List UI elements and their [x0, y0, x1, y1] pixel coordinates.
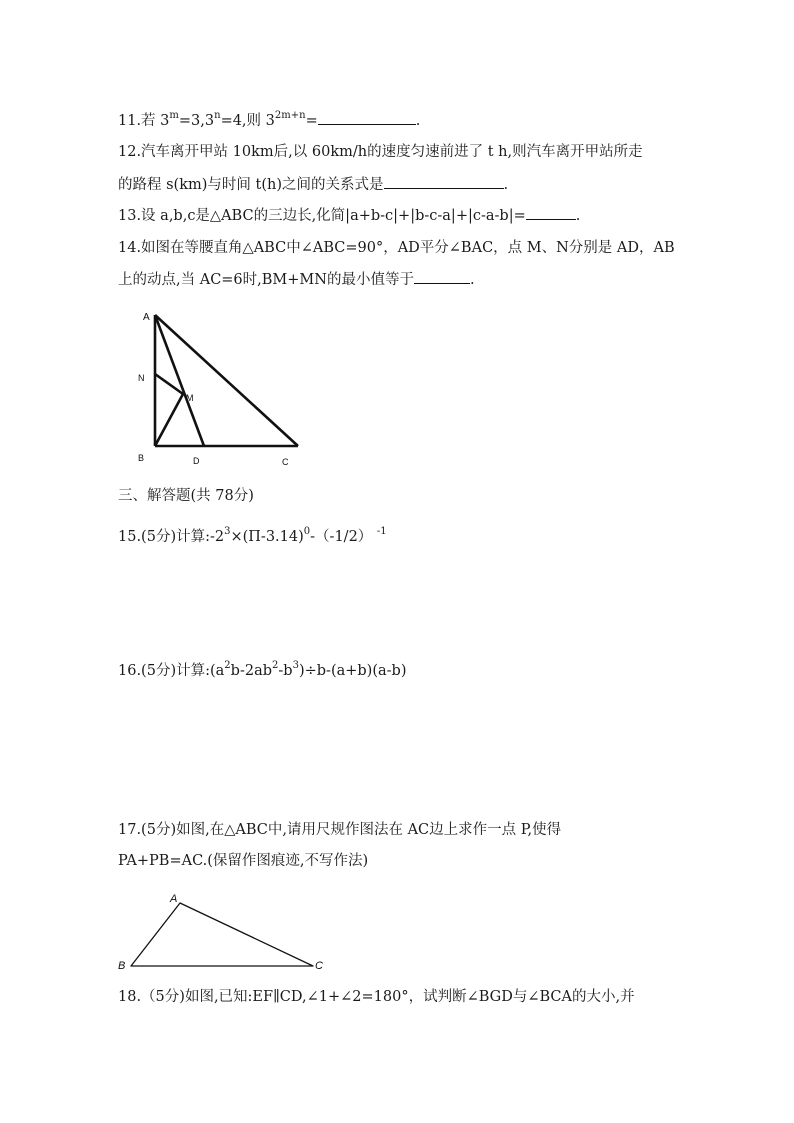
question-16	[118, 661, 406, 681]
side-ac	[155, 315, 298, 446]
q12-text-end: .	[503, 177, 509, 193]
question-14-line-2	[118, 269, 475, 290]
q16-text-mid1: b-2ab	[230, 663, 273, 679]
q13-answer-blank[interactable]	[526, 205, 576, 220]
q11-text-end: .	[415, 113, 421, 129]
q15-exponent-3: 3	[224, 526, 231, 538]
q14-text-pre: 上的动点,当 AC=6时,BM+MN的最小值等于	[118, 272, 414, 288]
q16-text-mid2: -b	[278, 663, 293, 679]
label-a: A	[143, 312, 150, 323]
question-15	[118, 527, 387, 547]
question-14-line-1: 14.如图在等腰直角△ABC中∠ABC=90°，AD平分∠BAC，点 M、N分别是 AD，AB	[118, 240, 675, 256]
q13-text-end: .	[575, 208, 581, 224]
label-n: N	[138, 373, 145, 383]
label-c: C	[282, 457, 289, 467]
q14-answer-blank[interactable]	[414, 269, 470, 284]
label-b: B	[138, 453, 145, 463]
q16-text-post: )÷b-(a+b)(a-b)	[298, 663, 407, 679]
q12-answer-blank[interactable]	[384, 174, 504, 189]
q16-exponent-2b: 2	[272, 660, 279, 672]
question-12-line-1: 12.汽车离开甲站 10km后,以 60km/h的速度匀速前进了 t h,则汽车离开甲站所走	[118, 144, 643, 160]
label-d: D	[193, 456, 200, 466]
question-17-line-1: 17.(5分)如图,在△ABC中,请用尺规作图法在 AC边上求作一点 P,使得	[118, 822, 562, 838]
q11-text-pre: 11.若 3	[118, 113, 170, 129]
q14-triangle-figure	[130, 305, 310, 470]
label-m: M	[186, 393, 194, 403]
q15-text-pre: 15.(5分)计算:-2	[118, 529, 225, 545]
q11-exponent-m: m	[169, 110, 179, 122]
q15-exponent-neg1: -1	[376, 526, 387, 538]
question-12-line-2	[118, 174, 508, 195]
question-11	[118, 110, 420, 131]
q15-exponent-0: 0	[303, 526, 311, 538]
q11-text-post: =	[305, 113, 318, 129]
q16-exponent-2a: 2	[224, 660, 231, 672]
q16-text-pre: 16.(5分)计算:(a	[118, 663, 225, 679]
q11-answer-blank[interactable]	[318, 110, 416, 125]
q11-exponent-n: n	[214, 110, 221, 122]
q16-exponent-3: 3	[292, 660, 299, 672]
q13-text-pre: 13.设 a,b,c是△ABC的三边长,化简|a+b-c|+|b-c-a|+|c-a-b|=	[118, 208, 526, 224]
q11-exponent-2m-n: 2m+n	[274, 110, 306, 122]
q15-text-mid: ×(Π-3.14)	[230, 529, 304, 545]
question-17-line-2: PA+PB=AC.(保留作图痕迹,不写作法)	[118, 853, 369, 869]
q17-triangle-figure	[112, 888, 332, 974]
triangle-abc	[131, 903, 313, 966]
question-18-line-1: 18.（5分)如图,已知:EF∥CD,∠1+∠2=180°，试判断∠BGD与∠BCA的大小,并	[118, 989, 635, 1005]
label-c: C	[315, 960, 323, 972]
q11-text-mid2: =4,则 3	[220, 113, 275, 129]
q15-text-mid2: -（-1/2）	[310, 529, 373, 545]
label-a: A	[170, 893, 178, 905]
segment-bm	[155, 394, 183, 446]
label-b: B	[118, 960, 126, 972]
question-13	[118, 205, 580, 226]
q11-text-mid1: =3,3	[178, 113, 215, 129]
section-heading: 三、解答题(共 78分)	[118, 488, 254, 504]
q14-text-end: .	[469, 272, 475, 288]
q12-text-pre: 的路程 s(km)与时间 t(h)之间的关系式是	[118, 177, 384, 193]
